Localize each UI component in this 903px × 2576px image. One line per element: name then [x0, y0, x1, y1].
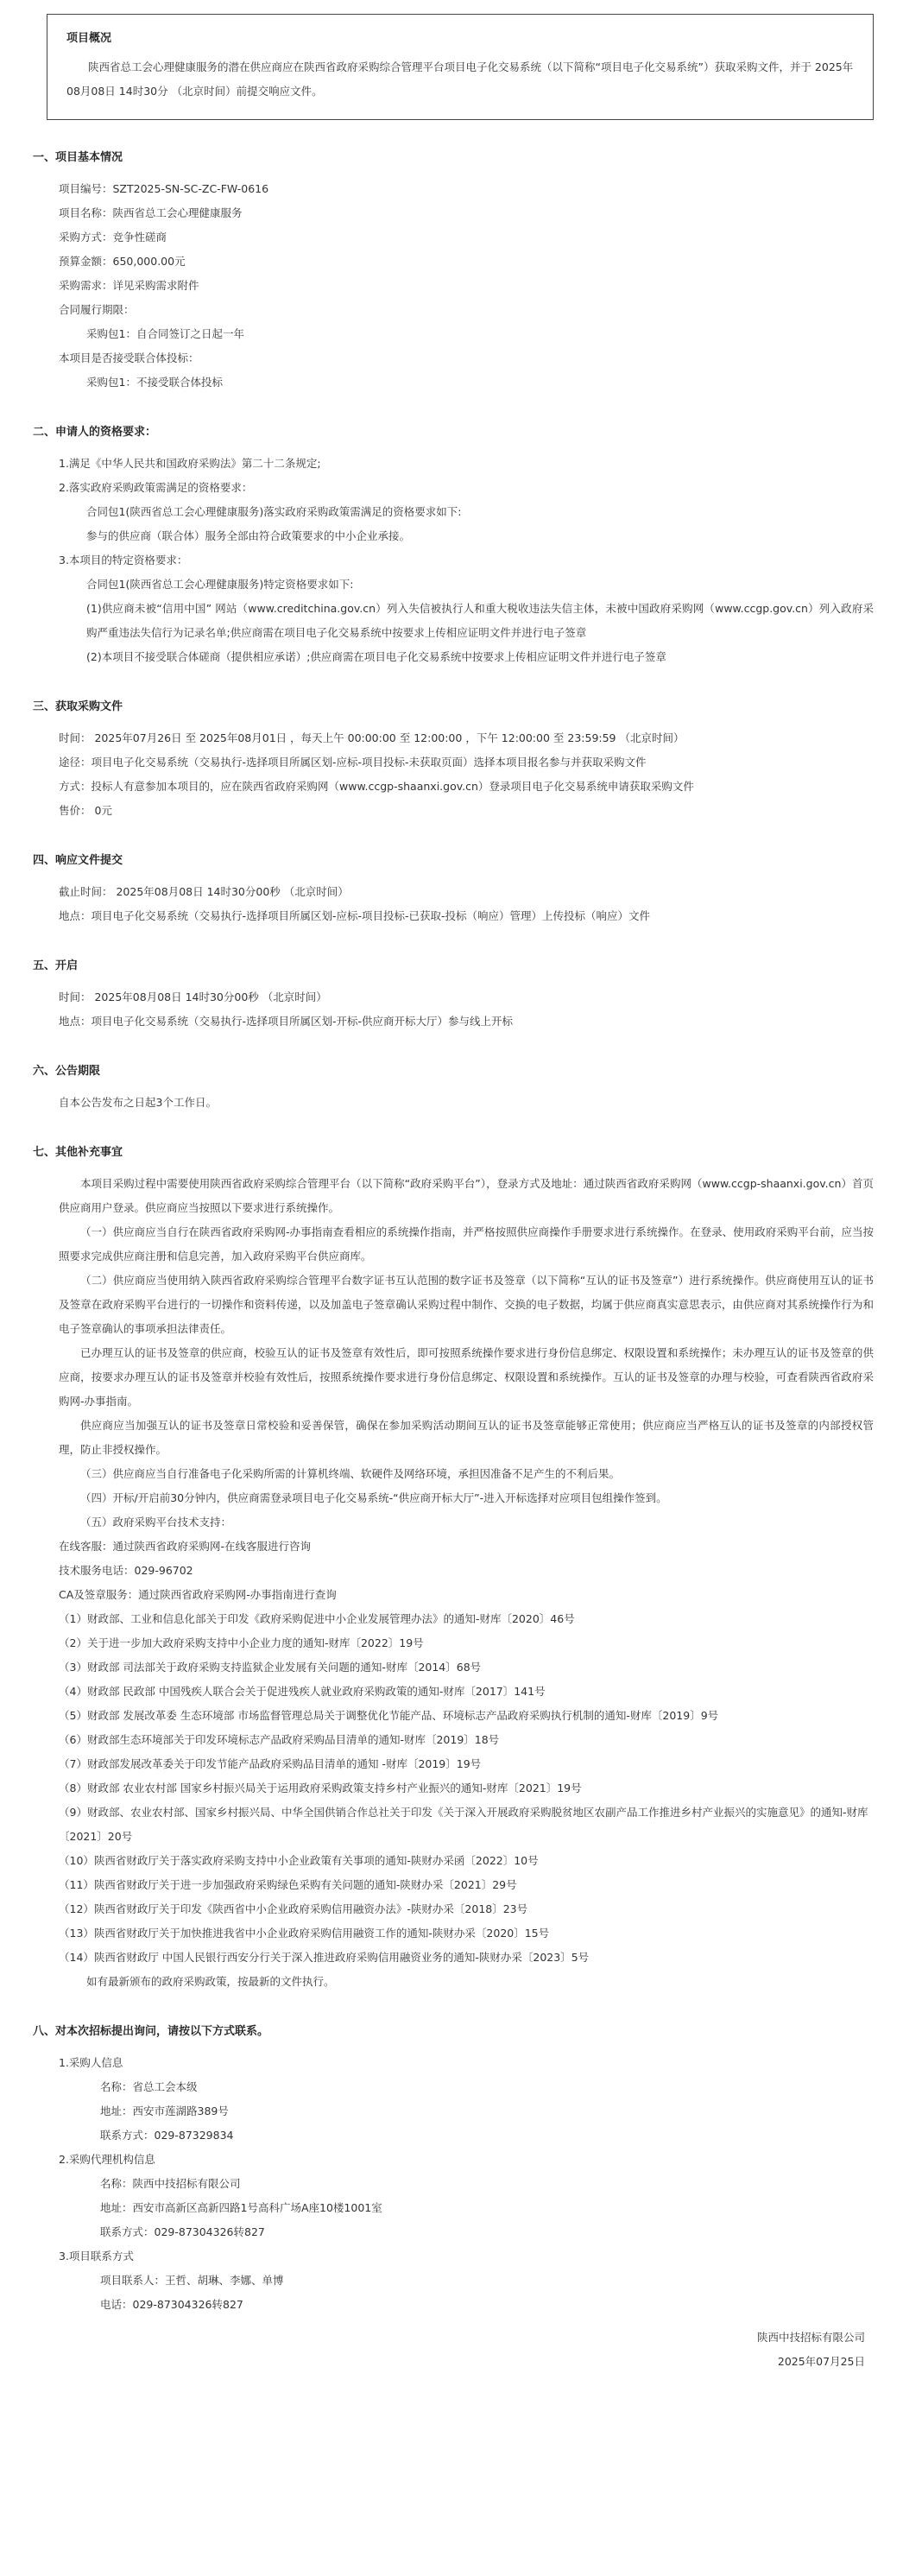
agency-name: 名称：陕西中技招标有限公司	[100, 2177, 241, 2190]
policy-item: （5）财政部 发展改革委 生态环境部 市场监督管理总局关于调整优化节能产品、环境标志产品政府采购执行机制的通知-财库〔2019〕9号	[59, 1709, 719, 1722]
other-paragraph: （五）政府采购平台技术支持：	[80, 1516, 232, 1529]
qualification-item: 3.本项目的特定资格要求：	[59, 554, 188, 566]
buyer-name: 名称：省总工会本级	[100, 2080, 198, 2093]
section-title: 四、响应文件提交	[33, 854, 123, 867]
policy-item: （12）陕西省财政厅关于印发《陕西省中小企业政府采购信用融资办法》-陕财办采〔2018〕23号	[59, 1902, 528, 1915]
buyer-phone: 联系方式：029-87329834	[100, 2129, 234, 2142]
other-paragraph: （二）供应商应当使用纳入陕西省政府采购综合管理平台数字证书互认范围的数字证书及签章（以下简称“互认的证书及签章”）进行系统操作。供应商使用互认的证书及签章在政府采购平台进行的一切操作和资料传递，以及加盖电子签章确认采购过程中制作、交换的电子数据，均属于供应商真实意思表示，由供应商对其系统操作行为和电子签章确认的事项承担法律责任。	[59, 1274, 874, 1335]
section-get-documents	[33, 699, 874, 823]
qualification-subitem: 参与的供应商（联合体）服务全部由符合政策要求的中小企业承接。	[86, 529, 411, 542]
section-title: 六、公告期限	[33, 1065, 101, 1078]
section-qualification	[33, 424, 874, 669]
other-paragraph: （三）供应商应当自行准备电子化采购所需的计算机终端、软硬件及网络环境，承担因准备不足产生的不利后果。	[80, 1467, 621, 1480]
policy-item: （13）陕西省财政厅关于加快推进我省中小企业政府采购信用融资工作的通知-陕财办采〔2020〕15号	[59, 1927, 550, 1940]
contact-heading: 3.项目联系方式	[59, 2250, 134, 2263]
opening-place: 地点：项目电子化交易系统（交易执行-选择项目所属区划-开标-供应商开标大厅）参与线上开标	[59, 1015, 514, 1028]
get-docs-time: 时间： 2025年07月26日 至 2025年08月01日 ，每天上午 00:00:00 至 12:00:00 ，下午 12:00:00 至 23:59:59 （北京时间）	[59, 731, 685, 744]
section-submission	[33, 852, 874, 928]
joint-bid-label: 本项目是否接受联合体投标：	[59, 351, 199, 364]
get-docs-place: 途径：项目电子化交易系统（交易执行-选择项目所属区划-应标-项目投标-未获取页面）选择本项目报名参与并获取采购文件	[59, 756, 647, 769]
signature-date: 2025年07月25日	[777, 2355, 865, 2368]
opening-time: 时间： 2025年08月08日 14时30分00秒 （北京时间）	[59, 991, 327, 1003]
agency-address: 地址：西安市高新区高新四路1号高科广场A座10楼1001室	[100, 2201, 382, 2214]
policy-item: （14）陕西省财政厅 中国人民银行西安分行关于深入推进政府采购信用融资业务的通知-陕财办采〔2023〕5号	[59, 1951, 590, 1964]
other-paragraph: （四）开标/开启前30分钟内，供应商需登录项目电子化交易系统-“供应商开标大厅”-进入开标选择对应项目包组操作签到。	[80, 1491, 667, 1504]
policy-note: 如有最新颁布的政府采购政策，按最新的文件执行。	[86, 1975, 335, 1988]
section-opening	[33, 958, 874, 1034]
qualification-item: 2.落实政府采购政策需满足的资格要求：	[59, 481, 253, 494]
other-paragraph: 本项目采购过程中需要使用陕西省政府采购综合管理平台（以下简称“政府采购平台”），登录方式及地址：通过陕西省政府采购网（www.ccgp-shaanxi.gov.cn）首页供应商用户登录。供应商应当按照以下要求进行系统操作。	[59, 1177, 874, 1214]
procurement-method: 采购方式：竞争性磋商	[59, 231, 167, 244]
section-title: 七、其他补充事宜	[33, 1146, 123, 1159]
section-other-matters	[33, 1144, 874, 1994]
policy-item: （4）财政部 民政部 中国残疾人联合会关于促进残疾人就业政府采购政策的通知-财库〔2017〕141号	[59, 1685, 546, 1698]
overview-title: 项目概况	[66, 32, 112, 45]
submission-place: 地点：项目电子化交易系统（交易执行-选择项目所属区划-应标-项目投标-已获取-投标（响应）管理）上传投标（响应）文件	[59, 909, 651, 922]
support-item: 技术服务电话：029-96702	[59, 1564, 193, 1577]
project-name: 项目名称：陕西省总工会心理健康服务	[59, 206, 243, 219]
contact-heading: 1.采购人信息	[59, 2056, 123, 2069]
qualification-item: 1.满足《中华人民共和国政府采购法》第二十二条规定;	[59, 457, 321, 470]
contact-heading: 2.采购代理机构信息	[59, 2153, 155, 2166]
project-contact-person: 项目联系人：王哲、胡琳、李娜、单博	[100, 2274, 284, 2287]
policy-item: （9）财政部、农业农村部、国家乡村振兴局、中华全国供销合作总社关于印发《关于深入开展政府采购脱贫地区农副产品工作推进乡村产业振兴的实施意见》的通知-财库〔2021〕20号	[59, 1806, 868, 1843]
section-title: 二、申请人的资格要求：	[33, 426, 157, 439]
qualification-subitem: (1)供应商未被“信用中国” 网站（www.creditchina.gov.cn）列入失信被执行人和重大税收违法失信主体，未被中国政府采购网（www.ccgp.gov.cn）列入政府采购严重违法失信行为记录名单;供应商需在项目电子化交易系统中按要求上传相应证明文件并进行电子签章	[86, 602, 875, 639]
project-number: 项目编号：SZT2025-SN-SC-ZC-FW-0616	[59, 182, 269, 195]
project-overview-box	[47, 14, 874, 120]
section-title: 一、项目基本情况	[33, 151, 123, 164]
section-basic-info	[33, 149, 874, 395]
support-item: CA及签章服务：通过陕西省政府采购网-办事指南进行查询	[59, 1588, 337, 1601]
buyer-address: 地址：西安市莲湖路389号	[100, 2104, 229, 2117]
other-paragraph: （一）供应商应当自行在陕西省政府采购网-办事指南查看相应的系统操作指南，并严格按照供应商操作手册要求进行系统操作。在登录、使用政府采购平台前，应当按照要求完成供应商注册和信息完善，加入政府采购平台供应商库。	[59, 1225, 874, 1263]
other-paragraph: 供应商应当加强互认的证书及签章日常校验和妥善保管，确保在参加采购活动期间互认的证书及签章能够正常使用；供应商应当严格互认的证书及签章的内部授权管理，防止非授权操作。	[59, 1419, 874, 1456]
other-paragraph: 已办理互认的证书及签章的供应商，校验互认的证书及签章有效性后，即可按照系统操作要求进行身份信息绑定、权限设置和系统操作；未办理互认的证书及签章的供应商，按要求办理互认的证书及签章并校验有效性后，按照系统操作要求进行身份信息绑定、权限设置和系统操作。互认的证书及签章的办理与校验，可查看陕西省政府采购网-办事指南。	[59, 1346, 874, 1408]
policy-item: （8）财政部 农业农村部 国家乡村振兴局关于运用政府采购政策支持乡村产业振兴的通知-财库〔2021〕19号	[59, 1782, 582, 1794]
submission-deadline: 截止时间： 2025年08月08日 14时30分00秒 （北京时间）	[59, 885, 349, 898]
package-joint-bid: 采购包1：不接受联合体投标	[86, 376, 223, 389]
contract-term-label: 合同履行期限：	[59, 303, 135, 316]
project-contact-phone: 电话：029-87304326转827	[100, 2298, 243, 2311]
qualification-subitem: 合同包1(陕西省总工会心理健康服务)落实政府采购政策需满足的资格要求如下:	[86, 505, 462, 518]
policy-item: （11）陕西省财政厅关于进一步加强政府采购绿色采购有关问题的通知-陕财办采〔2021〕29号	[59, 1878, 517, 1891]
signature-block	[33, 2326, 874, 2374]
notice-period-text: 自本公告发布之日起3个工作日。	[59, 1096, 217, 1109]
policy-item: （7）财政部发展改革委关于印发节能产品政府采购品目清单的通知 -财库〔2019〕19号	[59, 1757, 482, 1770]
package-term: 采购包1：自合同签订之日起一年	[86, 327, 244, 340]
support-item: 在线客服：通过陕西省政府采购网-在线客服进行咨询	[59, 1540, 312, 1553]
qualification-subitem: (2)本项目不接受联合体磋商（提供相应承诺）;供应商需在项目电子化交易系统中按要求上传相应证明文件并进行电子签章	[86, 650, 666, 663]
signature-org: 陕西中技招标有限公司	[756, 2331, 865, 2344]
procurement-requirement: 采购需求：详见采购需求附件	[59, 279, 199, 292]
policy-item: （6）财政部生态环境部关于印发环境标志产品政府采购品目清单的通知-财库〔2019〕18号	[59, 1733, 500, 1746]
section-title: 五、开启	[33, 959, 79, 972]
budget-amount: 预算金额：650,000.00元	[59, 255, 186, 268]
policy-item: （2）关于进一步加大政府采购支持中小企业力度的通知-财库〔2022〕19号	[59, 1636, 424, 1649]
overview-text: 陕西省总工会心理健康服务的潜在供应商应在陕西省政府采购综合管理平台项目电子化交易系统（以下简称“项目电子化交易系统”）获取采购文件，并于 2025年08月08日 14时30分 （北京时间）前提交响应文件。	[66, 60, 854, 98]
policy-item: （10）陕西省财政厅关于落实政府采购支持中小企业政策有关事项的通知-陕财办采函〔2022〕10号	[59, 1854, 539, 1867]
get-docs-method: 方式：投标人有意参加本项目的，应在陕西省政府采购网（www.ccgp-shaanxi.gov.cn）登录项目电子化交易系统申请获取采购文件	[59, 780, 694, 793]
policy-item: （3）财政部 司法部关于政府采购支持监狱企业发展有关问题的通知-财库〔2014〕68号	[59, 1661, 482, 1674]
section-contact	[33, 2023, 874, 2317]
qualification-subitem: 合同包1(陕西省总工会心理健康服务)特定资格要求如下:	[86, 578, 354, 591]
policy-item: （1）财政部、工业和信息化部关于印发《政府采购促进中小企业发展管理办法》的通知-财库〔2020〕46号	[59, 1612, 575, 1625]
section-title: 三、获取采购文件	[33, 700, 123, 713]
section-notice-period	[33, 1063, 874, 1115]
section-title: 八、对本次招标提出询问，请按以下方式联系。	[33, 2025, 269, 2038]
agency-phone: 联系方式：029-87304326转827	[100, 2225, 265, 2238]
get-docs-price: 售价： 0元	[59, 804, 112, 817]
